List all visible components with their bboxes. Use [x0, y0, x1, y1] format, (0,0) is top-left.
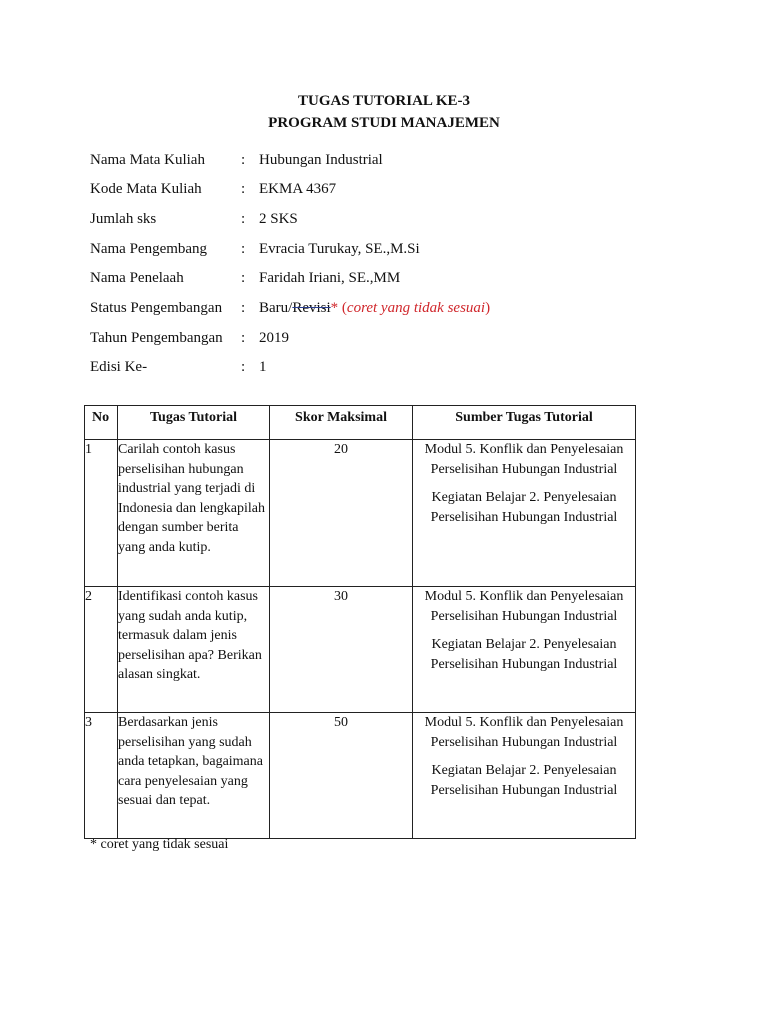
info-colon: :	[241, 330, 246, 346]
info-label: Nama Mata Kuliah	[90, 152, 205, 168]
tasks-table	[84, 405, 636, 839]
info-colon: :	[241, 359, 246, 375]
row-no: 1	[85, 440, 118, 587]
header-max-score: Skor Maksimal	[270, 406, 413, 440]
status-new: Baru/	[259, 300, 293, 316]
status-paren-open: (	[341, 300, 347, 316]
info-value: 2 SKS	[259, 211, 298, 227]
header-task: Tugas Tutorial	[118, 406, 270, 440]
info-label: Nama Pengembang	[90, 241, 208, 257]
info-value: EKMA 4367	[259, 181, 337, 197]
table-row	[85, 440, 636, 587]
info-value: Evracia Turukay, SE.,M.Si	[259, 241, 420, 257]
info-colon: :	[241, 152, 246, 168]
info-label: Kode Mata Kuliah	[90, 181, 202, 197]
info-colon: :	[241, 270, 246, 286]
info-colon: :	[241, 300, 246, 316]
status-paren-close: )	[485, 300, 491, 316]
row-no: 2	[85, 587, 118, 713]
info-value: 1	[259, 359, 267, 375]
info-colon: :	[241, 181, 246, 197]
row-score: 30	[270, 587, 413, 713]
document-subtitle: PROGRAM STUDI MANAJEMEN	[268, 115, 500, 131]
source-module: Modul 5. Konflik dan Penyelesaian Perselisihan Hubungan Industrial	[424, 442, 624, 477]
source-activity: Kegiatan Belajar 2. Penyelesaian Perselisihan Hubungan Industrial	[430, 637, 618, 672]
row-task: Identifikasi contoh kasus yang sudah anda kutip, termasuk dalam jenis perselisihan apa? Berikan alasan singkat.	[118, 587, 270, 713]
status-asterisk: *	[330, 300, 342, 316]
row-no: 3	[85, 713, 118, 839]
source-module: Modul 5. Konflik dan Penyelesaian Perselisihan Hubungan Industrial	[424, 715, 624, 750]
status-note: coret yang tidak sesuai	[346, 300, 486, 316]
info-label: Nama Penelaah	[90, 270, 184, 286]
info-label: Edisi Ke-	[90, 359, 148, 375]
row-source	[413, 587, 636, 713]
table-row	[85, 587, 636, 713]
info-colon: :	[241, 211, 246, 227]
info-label: Status Pengembangan	[90, 300, 223, 316]
header-no: No	[85, 406, 118, 440]
info-value: Hubungan Industrial	[259, 152, 383, 168]
info-label: Jumlah sks	[90, 211, 157, 227]
source-activity: Kegiatan Belajar 2. Penyelesaian Perselisihan Hubungan Industrial	[430, 763, 618, 798]
row-source	[413, 713, 636, 839]
row-task: Carilah contoh kasus perselisihan hubungan industrial yang terjadi di Indonesia dan lengkapilah dengan sumber berita yang anda kutip.	[118, 440, 270, 587]
footnote: * coret yang tidak sesuai	[90, 837, 229, 852]
row-score: 20	[270, 440, 413, 587]
info-colon: :	[241, 241, 246, 257]
source-module: Modul 5. Konflik dan Penyelesaian Perselisihan Hubungan Industrial	[424, 589, 624, 624]
table-header-row	[85, 406, 636, 440]
info-value	[259, 298, 490, 318]
row-source	[413, 440, 636, 587]
info-value: Faridah Iriani, SE.,MM	[259, 270, 401, 286]
row-score: 50	[270, 713, 413, 839]
table-row	[85, 713, 636, 839]
status-revision-struck: Revisi	[292, 300, 331, 316]
source-activity: Kegiatan Belajar 2. Penyelesaian Perselisihan Hubungan Industrial	[430, 490, 618, 525]
row-task: Berdasarkan jenis perselisihan yang sudah anda tetapkan, bagaimana cara penyelesaian yang sesuai dan tepat.	[118, 713, 270, 839]
header-source: Sumber Tugas Tutorial	[413, 406, 636, 440]
info-label: Tahun Pengembangan	[90, 330, 223, 346]
document-title: TUGAS TUTORIAL KE-3	[298, 93, 470, 109]
info-value: 2019	[259, 330, 289, 346]
